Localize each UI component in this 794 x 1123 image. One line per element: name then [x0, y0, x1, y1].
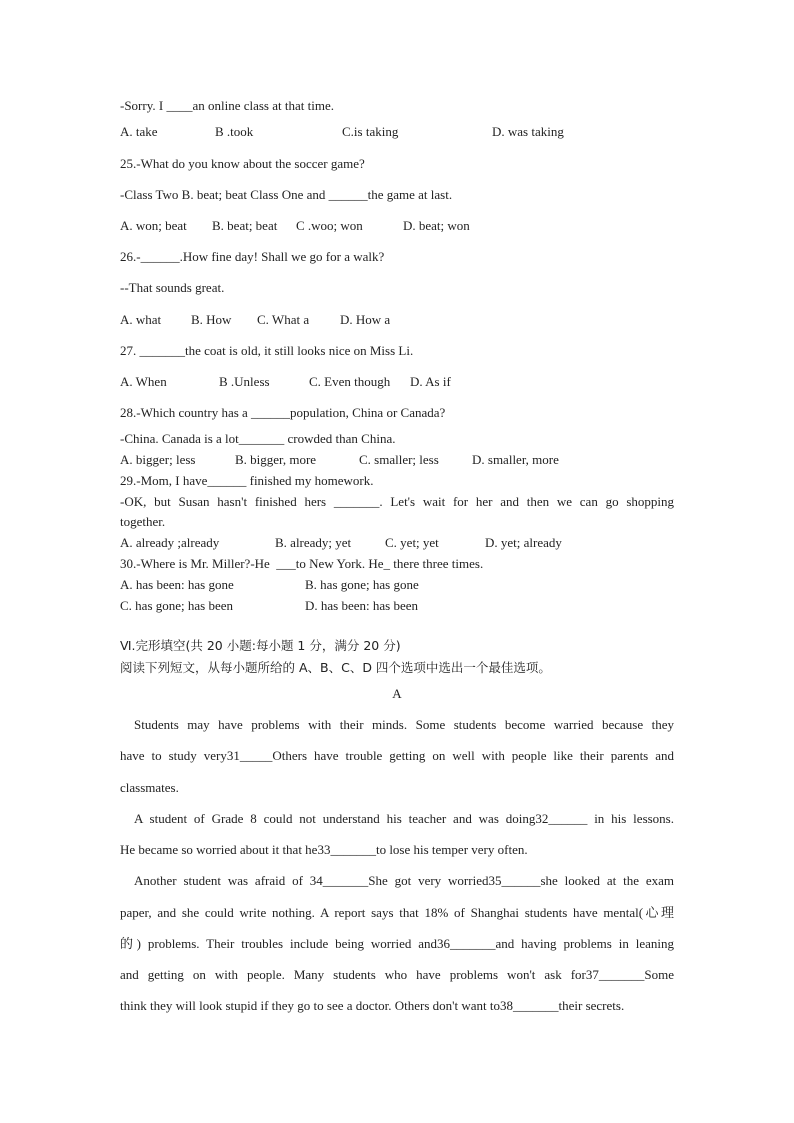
question-26-option-c: C. What a: [257, 312, 310, 327]
question-28-option-d: D. smaller, more: [472, 452, 559, 467]
question-27-option-c: C. Even though: [309, 374, 391, 389]
passage-line-5: He became so worried about it that he33_______to lose his temper very often.: [120, 842, 528, 857]
question-26-stem: 26.-______.How fine day! Shall we go for a walk?: [120, 249, 385, 264]
question-27-option-d: D. As if: [410, 374, 451, 389]
passage-line-6: Another student was afraid of 34_______She got very worried35______she looked at the exam: [134, 873, 674, 888]
question-30-option-d: D. has been: has been: [305, 598, 418, 613]
passage-line-8: 的) problems. Their troubles include being worried and36_______and having problems in leaning: [120, 936, 674, 951]
passage-line-10: think they will look stupid if they go to see a doctor. Others don't want to38_______their secrets.: [120, 998, 625, 1013]
question-29-line2: -OK, but Susan hasn't finished hers _______. Let's wait for her and then we can go shopping: [120, 494, 674, 509]
question-30-option-b: B. has gone; has gone: [305, 577, 419, 592]
question-26-line2: --That sounds great.: [120, 280, 225, 295]
question-28-option-b: B. bigger, more: [235, 452, 317, 467]
question-29-stem: 29.-Mom, I have______ finished my homework.: [120, 473, 374, 488]
question-29-option-a: A. already ;already: [120, 535, 220, 550]
question-30-option-a: A. has been: has gone: [120, 577, 234, 592]
passage-line-3: classmates.: [120, 780, 179, 795]
section-instruction: 阅读下列短文，从每小题所给的 A、B、C、D 四个选项中选出一个最佳选项。: [120, 660, 551, 675]
question-24-option-b: B .took: [215, 124, 254, 139]
question-28-option-a: A. bigger; less: [120, 452, 196, 467]
question-25-option-a: A. won; beat: [120, 218, 187, 233]
question-30-stem: 30.-Where is Mr. Miller?-He ___to New York. He_ there three times.: [120, 556, 484, 571]
question-29-option-c: C. yet; yet: [385, 535, 439, 550]
passage-line-1: Students may have problems with their minds. Some students become warried because they: [134, 717, 674, 732]
question-25-option-b: B. beat; beat: [212, 218, 278, 233]
question-25-option-c: C .woo; won: [296, 218, 363, 233]
question-28-stem: 28.-Which country has a ______population, China or Canada?: [120, 405, 446, 420]
question-24-option-d: D. was taking: [492, 124, 564, 139]
passage-line-2: have to study very31_____Others have trouble getting on well with people like their parents and: [120, 748, 674, 763]
section-heading: Ⅵ.完形填空(共 20 小题:每小题 1 分，满分 20 分): [120, 638, 401, 653]
question-29-option-b: B. already; yet: [275, 535, 352, 550]
question-27-stem: 27. _______the coat is old, it still looks nice on Miss Li.: [120, 343, 414, 358]
question-29-line3: together.: [120, 514, 166, 529]
question-25-line2: -Class Two B. beat; beat Class One and ______the game at last.: [120, 187, 453, 202]
question-26-option-d: D. How a: [340, 312, 391, 327]
question-30-option-c: C. has gone; has been: [120, 598, 234, 613]
question-24-stem: -Sorry. I ____an online class at that time.: [120, 98, 334, 113]
question-29-option-d: D. yet; already: [485, 535, 562, 550]
passage-line-7: paper, and she could write nothing. A report says that 18% of Shanghai students have mental(心理: [120, 905, 674, 920]
question-26-option-b: B. How: [191, 312, 232, 327]
question-25-option-d: D. beat; won: [403, 218, 470, 233]
question-24-option-a: A. take: [120, 124, 158, 139]
passage-label: A: [392, 686, 402, 701]
question-24-option-c: C.is taking: [342, 124, 399, 139]
question-27-option-a: A. When: [120, 374, 167, 389]
passage-line-9: and getting on with people. Many students who have problems won't ask for37_______Some: [120, 967, 674, 982]
question-28-line2: -China. Canada is a lot_______ crowded than China.: [120, 431, 396, 446]
passage-line-4: A student of Grade 8 could not understand his teacher and was doing32______ in his lessons.: [134, 811, 674, 826]
question-27-option-b: B .Unless: [219, 374, 270, 389]
question-28-option-c: C. smaller; less: [359, 452, 439, 467]
question-25-stem: 25.-What do you know about the soccer game?: [120, 156, 365, 171]
question-26-option-a: A. what: [120, 312, 162, 327]
